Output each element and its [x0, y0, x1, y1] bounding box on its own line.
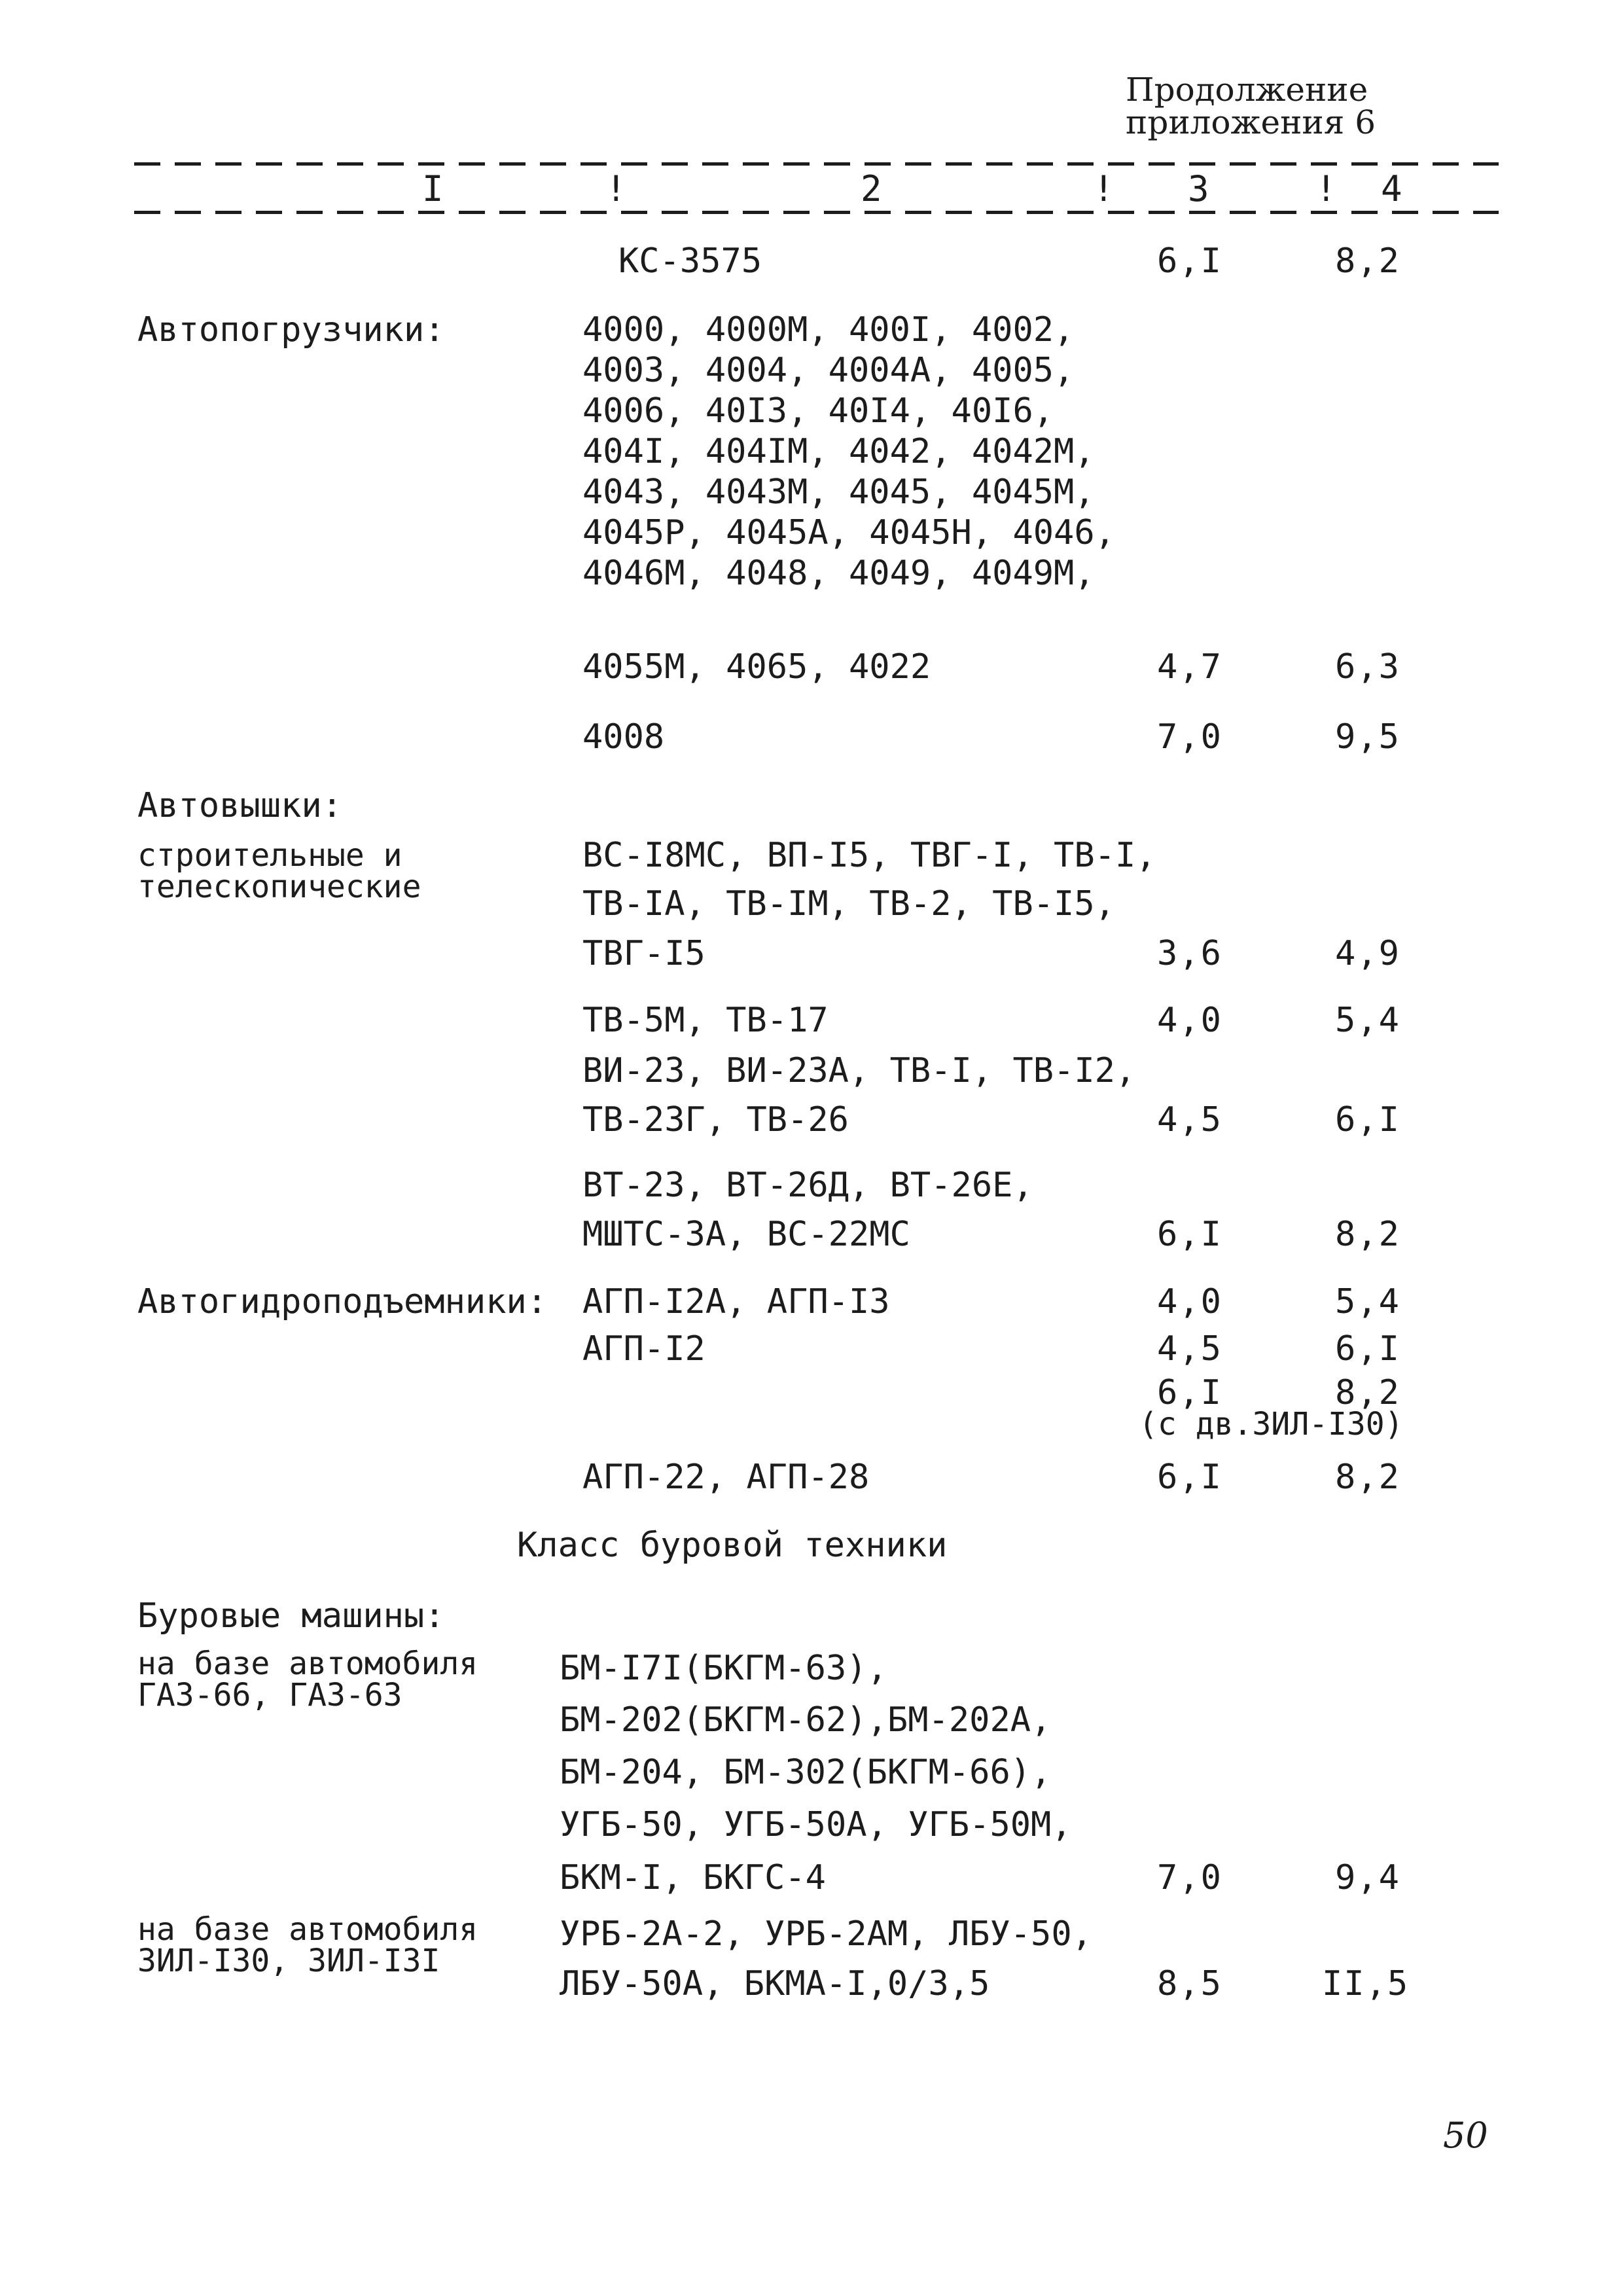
model-line: УГБ-50, УГБ-50А, УГБ-50М, [560, 1805, 1072, 1844]
model-line: ТВГ-I5 [582, 934, 705, 973]
row-value-col-3: 8,5 [1157, 1964, 1222, 2003]
header-top-rule [134, 162, 1499, 166]
row-value-col-3: 7,0 [1157, 1858, 1222, 1897]
model-line: БМ-204, БМ-302(БКГМ-66), [560, 1753, 1052, 1792]
header-separator-2: ! [1093, 168, 1115, 209]
group-sublabel: на базе автомобиля [137, 1645, 478, 1682]
group-sublabel: на базе автомобиля [137, 1911, 478, 1948]
header-separator-1: ! [605, 168, 627, 209]
continuation-line-2: приложения 6 [1126, 103, 1376, 141]
group-sublabel: ЗИЛ-I30, ЗИЛ-I3I [137, 1943, 440, 1979]
engine-note: (с дв.ЗИЛ-I30) [1139, 1406, 1404, 1443]
model-line: 404I, 404IМ, 4042, 4042М, [582, 432, 1095, 471]
group-label: Автогидроподъемники: [137, 1282, 548, 1321]
row-value-col-4: 8,2 [1335, 1215, 1400, 1254]
header-col-4: 4 [1381, 168, 1402, 209]
row-value-col-4: 6,I [1335, 1100, 1400, 1139]
row-value-col-4: 9,5 [1335, 717, 1400, 757]
model-line: ВИ-23, ВИ-23А, ТВ-I, ТВ-I2, [582, 1051, 1136, 1090]
row-value-col-3: 4,5 [1157, 1100, 1222, 1139]
row-value-col-4: 6,I [1335, 1329, 1400, 1369]
row-value-col-3: 3,6 [1157, 934, 1222, 973]
model-line: ВС-I8МС, ВП-I5, ТВГ-I, ТВ-I, [582, 836, 1156, 875]
model-line: ТВ-23Г, ТВ-26 [582, 1100, 849, 1139]
model-line: 4046М, 4048, 4049, 4049М, [582, 554, 1095, 593]
row-value-col-4: 8,2 [1335, 1458, 1400, 1497]
row-value-col-3: 4,0 [1157, 1001, 1222, 1040]
model-line: БМ-202(БКГМ-62),БМ-202А, [560, 1700, 1052, 1740]
page-number: 50 [1443, 2115, 1488, 2156]
model-line: 4055М, 4065, 4022 [582, 647, 931, 687]
row-models: 4008 [582, 717, 665, 757]
row-value-col-4: 8,2 [1335, 242, 1400, 281]
row-value-col-3: 4,0 [1157, 1282, 1222, 1321]
row-value-col-3: 6,I [1157, 242, 1222, 281]
group-label: Буровые машины: [137, 1596, 445, 1636]
model-line: 4000, 4000М, 400I, 4002, [582, 310, 1075, 350]
row-value-col-4: 4,9 [1335, 934, 1400, 973]
model-line: БМ-I7I(БКГМ-63), [560, 1649, 887, 1688]
model-line: 4043, 4043М, 4045, 4045М, [582, 473, 1095, 512]
model-line: 4045Р, 4045А, 4045Н, 4046, [582, 513, 1115, 552]
row-models: ТВ-5М, ТВ-17 [582, 1001, 829, 1040]
row-value-col-4: 8,2 [1335, 1373, 1400, 1412]
row-value-col-4: 5,4 [1335, 1282, 1400, 1321]
group-sublabel: ГАЗ-66, ГАЗ-63 [137, 1677, 402, 1713]
row-value-col-3: 6,I [1157, 1373, 1222, 1412]
row-models: АГП-22, АГП-28 [582, 1458, 870, 1497]
model-line: МШТС-3А, ВС-22МС [582, 1215, 910, 1254]
model-line: БКМ-I, БКГС-4 [560, 1858, 826, 1897]
model-line: 4006, 40I3, 40I4, 40I6, [582, 391, 1054, 431]
header-col-1: I [422, 168, 444, 209]
row-value-col-4: 6,3 [1335, 647, 1400, 687]
header-separator-3: ! [1315, 168, 1337, 209]
header-col-3: 3 [1188, 168, 1209, 209]
section-title: Класс буровой техники [517, 1526, 948, 1565]
row-models: АГП-I2А, АГП-I3 [582, 1282, 890, 1321]
header-col-2: 2 [861, 168, 882, 209]
row-value-col-3: 7,0 [1157, 717, 1222, 757]
group-sublabel: строительные и [137, 837, 402, 874]
model-line: 4003, 4004, 4004А, 4005, [582, 351, 1075, 390]
model-line: ТВ-IА, ТВ-IМ, ТВ-2, ТВ-I5, [582, 884, 1115, 924]
row-models: КС-3575 [618, 242, 762, 281]
continuation-line-1: Продолжение [1126, 71, 1368, 109]
row-value-col-3: 4,7 [1157, 647, 1222, 687]
group-label: Автопогрузчики: [137, 310, 445, 350]
group-sublabel: телескопические [137, 869, 421, 905]
model-line: ЛБУ-50А, БКМА-I,0/3,5 [560, 1964, 990, 2003]
model-line: ВТ-23, ВТ-26Д, ВТ-26Е, [582, 1166, 1033, 1205]
row-value-col-4: 5,4 [1335, 1001, 1400, 1040]
row-value-col-3: 6,I [1157, 1458, 1222, 1497]
row-value-col-4: II,5 [1322, 1964, 1410, 2003]
row-value-col-3: 4,5 [1157, 1329, 1222, 1369]
model-line: УРБ-2А-2, УРБ-2АМ, ЛБУ-50, [560, 1914, 1092, 1954]
header-bottom-rule [134, 211, 1499, 214]
row-value-col-3: 6,I [1157, 1215, 1222, 1254]
row-value-col-4: 9,4 [1335, 1858, 1400, 1897]
group-label: Автовышки: [137, 786, 343, 825]
row-models: АГП-I2 [582, 1329, 705, 1369]
